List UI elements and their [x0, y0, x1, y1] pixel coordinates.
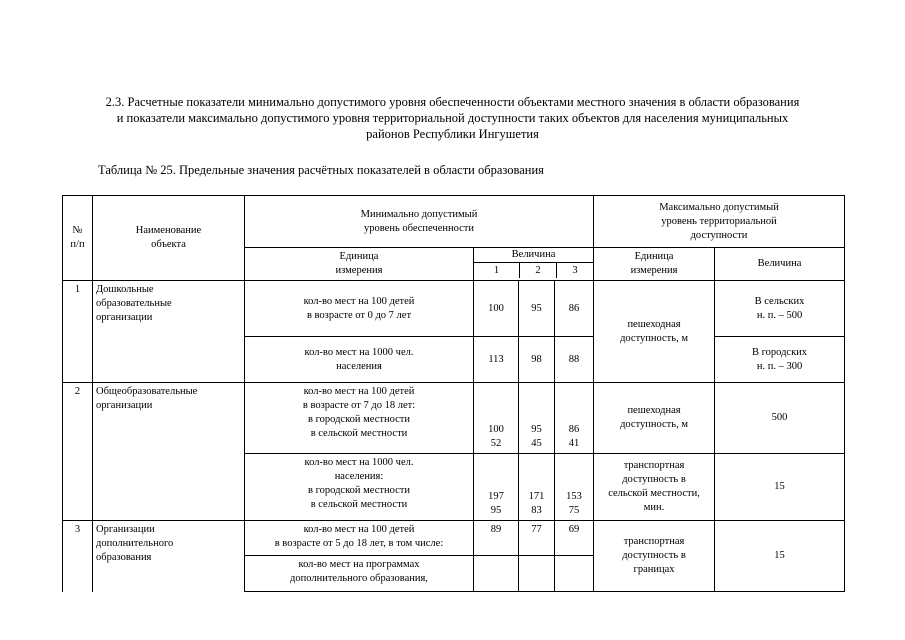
- row1b-v2: 98: [519, 337, 555, 383]
- row1-name: Дошкольные образовательные организации: [93, 281, 245, 383]
- row2a-access-unit: пешеходная доступность, м: [594, 383, 715, 454]
- row1a-access: В сельских н. п. – 500: [715, 281, 845, 337]
- row2b-access-unit: транспортная доступность в сельской местности, мин.: [594, 454, 715, 521]
- row3-num: 3: [63, 521, 93, 592]
- header-num: № п/п: [63, 196, 93, 281]
- header-name: Наименование объекта: [93, 196, 245, 281]
- header-value-group: [474, 248, 594, 281]
- header-max-level: Максимально допустимый уровень территориальной доступности: [594, 196, 845, 248]
- section-heading: [40, 94, 865, 142]
- header-unit: Единица измерения: [245, 248, 474, 281]
- table-caption: Таблица № 25. Предельные значения расчётных показателей в области образования: [98, 163, 544, 177]
- row2a-v1: 100 52: [474, 383, 519, 454]
- header-value: Величина: [474, 248, 593, 263]
- heading-line-2: и показатели максимально допустимого уровня территориальной доступности таких объектов для населения муниципальных: [116, 111, 789, 125]
- row2-num: 2: [63, 383, 93, 521]
- row1-num: 1: [63, 281, 93, 383]
- row2b-unit: кол-во мест на 1000 чел. населения: в городской местности в сельской местности: [245, 454, 474, 521]
- row3a-v1: 89: [474, 521, 519, 556]
- header-unit-2: Единица измерения: [594, 248, 715, 281]
- heading-line-1: 2.3. Расчетные показатели минимально допустимого уровня обеспеченности объектами местного значения в области образования: [105, 95, 800, 109]
- row1a-v1: 100: [474, 281, 519, 337]
- row3b-v2: [519, 556, 555, 592]
- row2-name: Общеобразовательные организации: [93, 383, 245, 521]
- row1b-v1: 113: [474, 337, 519, 383]
- header-min-level: Минимально допустимый уровень обеспеченности: [245, 196, 594, 248]
- header-v2: 2: [520, 263, 557, 278]
- row3a-v2: 77: [519, 521, 555, 556]
- row2b-access: 15: [715, 454, 845, 521]
- row3b-v3: [555, 556, 594, 592]
- row2b-v1: 197 95: [474, 454, 519, 521]
- row3b-v1: [474, 556, 519, 592]
- row3a-unit: кол-во мест на 100 детей в возрасте от 5 до 18 лет, в том числе:: [245, 521, 474, 556]
- row2a-v2: 95 45: [519, 383, 555, 454]
- table-row: [63, 281, 845, 337]
- row1a-v2: 95: [519, 281, 555, 337]
- education-indicators-table: [62, 195, 845, 592]
- row2a-unit: кол-во мест на 100 детей в возрасте от 7 до 18 лет: в городской местности в сельской местности: [245, 383, 474, 454]
- header-v3: 3: [572, 265, 578, 276]
- row3b-unit: кол-во мест на программах дополнительного образования,: [245, 556, 474, 592]
- row1b-unit: кол-во мест на 1000 чел. населения: [245, 337, 474, 383]
- row2a-access: 500: [715, 383, 845, 454]
- row3a-v3: 69: [555, 521, 594, 556]
- header-value-2: Величина: [715, 248, 845, 281]
- row3-access-unit: транспортная доступность в границах: [594, 521, 715, 592]
- row1-access-unit: пешеходная доступность, м: [594, 281, 715, 383]
- heading-line-3: районов Республики Ингушетия: [366, 127, 539, 141]
- row1a-unit: кол-во мест на 100 детей в возрасте от 0 до 7 лет: [245, 281, 474, 337]
- row2a-v3: 86 41: [555, 383, 594, 454]
- row3-name: Организации дополнительного образования: [93, 521, 245, 592]
- header-v1: 1: [474, 263, 520, 278]
- row3-access: 15: [715, 521, 845, 592]
- row1b-v3: 88: [555, 337, 594, 383]
- row2b-v3: 153 75: [555, 454, 594, 521]
- table-row: [63, 521, 845, 556]
- row2b-v2: 171 83: [519, 454, 555, 521]
- row1a-v3: 86: [555, 281, 594, 337]
- row1b-access: В городских н. п. – 300: [715, 337, 845, 383]
- table-row: [63, 383, 845, 454]
